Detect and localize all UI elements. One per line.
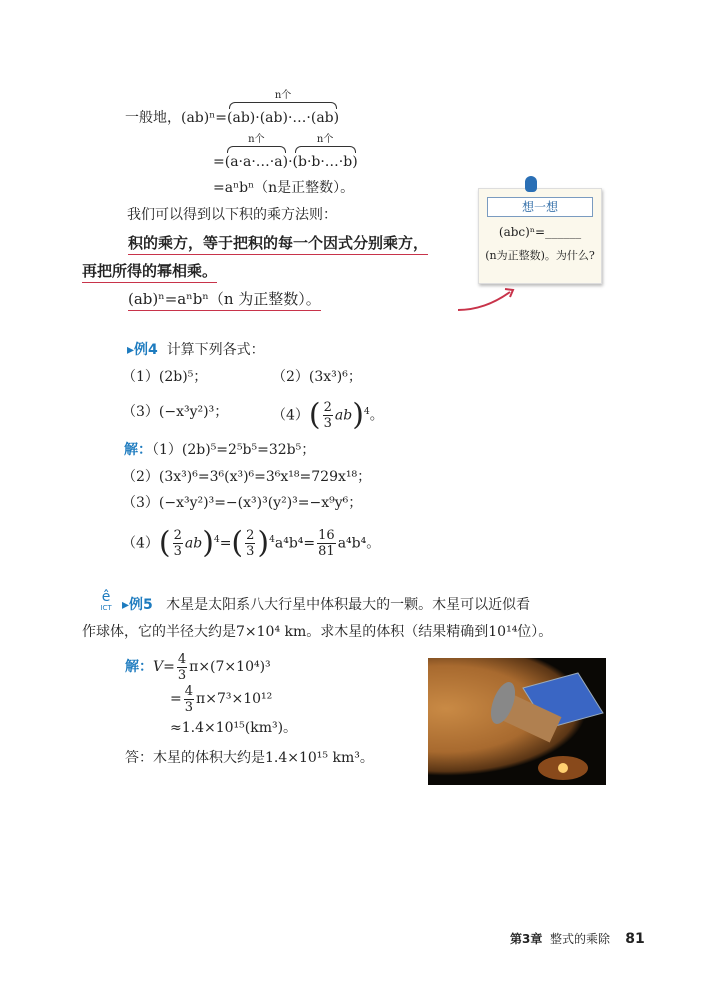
note-question-2: (n为正整数)。为什么? [485, 249, 595, 262]
spacecraft-icon [428, 658, 606, 785]
text: a⁴b⁴。 [337, 535, 381, 552]
example-4-label: ▸例4 [127, 342, 158, 358]
text: （4） [122, 535, 159, 552]
text: （4） [272, 407, 309, 424]
denominator: 81 [318, 544, 335, 560]
exercise-item: （3）(−x³y²)³； [122, 404, 229, 420]
denominator: 3 [323, 416, 332, 432]
numerator: 2 [246, 528, 255, 544]
rule-line-2: 再把所得的幂相乘。 [82, 262, 217, 283]
solution-line: （3）(−x³y²)³=−(x³)³(y²)³=−x⁹y⁶； [122, 495, 363, 511]
answer-text: 答：木星的体积大约是1.4×10¹⁵ km³。 [125, 750, 374, 766]
numerator: 2 [173, 528, 182, 544]
fraction [177, 652, 187, 683]
text: π×(7×10⁴)³ [189, 659, 271, 675]
fraction [245, 528, 255, 559]
chapter-title: 整式的乘除 [550, 932, 611, 946]
brace-label: n个 [248, 134, 265, 145]
text: (ab) [310, 110, 340, 126]
derivation-line-1 [125, 90, 340, 128]
solution-label: 解： [124, 442, 152, 458]
text: (a·a·…·a) [224, 154, 289, 170]
example-5-label: ▸例5 [122, 597, 153, 613]
solution-line: ≈1.4×10¹⁵(km³)。 [170, 720, 298, 736]
numerator: 2 [323, 400, 332, 416]
denominator: 3 [184, 699, 194, 715]
example-5-text: 木星是太阳系八大行星中体积最大的一颗。木星可以近似看 [166, 597, 531, 613]
derivation-line-3: =aⁿbⁿ（n是正整数）。 [213, 180, 355, 196]
arrow-icon [455, 282, 520, 317]
note-title: 想一想 [487, 197, 593, 217]
numerator: 4 [177, 651, 187, 667]
fraction [184, 684, 194, 715]
icon-label: ICT [100, 604, 112, 612]
exercise-item: （1）(2b)⁵； [122, 369, 208, 385]
numerator: 16 [318, 528, 335, 544]
text: ab [334, 407, 353, 424]
text: (b·b·…·b) [292, 154, 358, 170]
text: 。 [369, 407, 384, 424]
text: (ab) [227, 110, 256, 126]
denominator: 3 [173, 544, 182, 560]
fraction [173, 528, 183, 559]
example-5-text: 作球体，它的半径大约是7×10⁴ km。求木星的体积（结果精确到10¹⁴位）。 [82, 624, 553, 640]
intro-text: 我们可以得到以下积的乘方法则： [127, 207, 337, 223]
ict-icon: ê ICT [100, 589, 112, 612]
text: = [219, 535, 232, 552]
text: ·(ab)·…· [255, 110, 311, 126]
page-footer [510, 930, 645, 947]
text: V= [153, 659, 175, 675]
derivation-line-2 [213, 134, 358, 172]
overbrace [292, 134, 358, 172]
rule-line-1: 积的乘方，等于把积的每一个因式分别乘方， [128, 234, 428, 255]
rule-formula: (ab)ⁿ=aⁿbⁿ（n 为正整数）。 [128, 290, 321, 311]
text: 一般地，(ab)ⁿ= [125, 110, 228, 126]
jupiter-spacecraft-image [428, 658, 606, 785]
solution-line: （1）(2b)⁵=2⁵b⁵=32b⁵； [152, 442, 316, 458]
solution-line: （2）(3x³)⁶=3⁶(x³)⁶=3⁶x¹⁸=729x¹⁸； [122, 469, 372, 485]
denominator: 3 [246, 544, 255, 560]
text: = [213, 154, 225, 170]
numerator: 4 [184, 683, 194, 699]
solution-line [125, 650, 271, 684]
note-question: (abc)ⁿ=______ [498, 225, 582, 239]
brace-label: n个 [274, 90, 292, 101]
overbrace [224, 134, 289, 172]
text: = [170, 691, 182, 707]
exercise-item: （2）(3x³)⁶； [272, 369, 362, 385]
exponent: 4 [363, 407, 370, 417]
exponent: 4 [213, 535, 220, 545]
exercise-item: （4）( $\frac{2}{3}$ ab)$^4$。 [272, 397, 384, 433]
solution-label: 解： [125, 659, 153, 675]
solution-line: （4）( $\frac{2}{3}$ ab)$^4$=( $\frac{2}{3}$ )$^4$a⁴b⁴= $\frac{16}{81}$ a⁴b⁴。 [122, 525, 381, 561]
solution-line [170, 682, 272, 716]
page-number: 81 [625, 931, 645, 947]
text: · [288, 154, 293, 170]
denominator: 3 [177, 667, 187, 683]
fraction [317, 528, 336, 559]
chapter-label: 第3章 [510, 932, 543, 946]
fraction [323, 400, 333, 431]
text: a⁴b⁴= [274, 535, 316, 552]
text: π×7³×10¹² [196, 691, 273, 707]
example-4-prompt: 计算下列各式： [166, 342, 265, 358]
brace-label: n个 [316, 134, 334, 145]
text: ab [184, 535, 203, 552]
think-note [478, 188, 602, 284]
exponent: 4 [269, 535, 275, 545]
pushpin-icon [525, 176, 537, 192]
overbrace [227, 90, 340, 128]
